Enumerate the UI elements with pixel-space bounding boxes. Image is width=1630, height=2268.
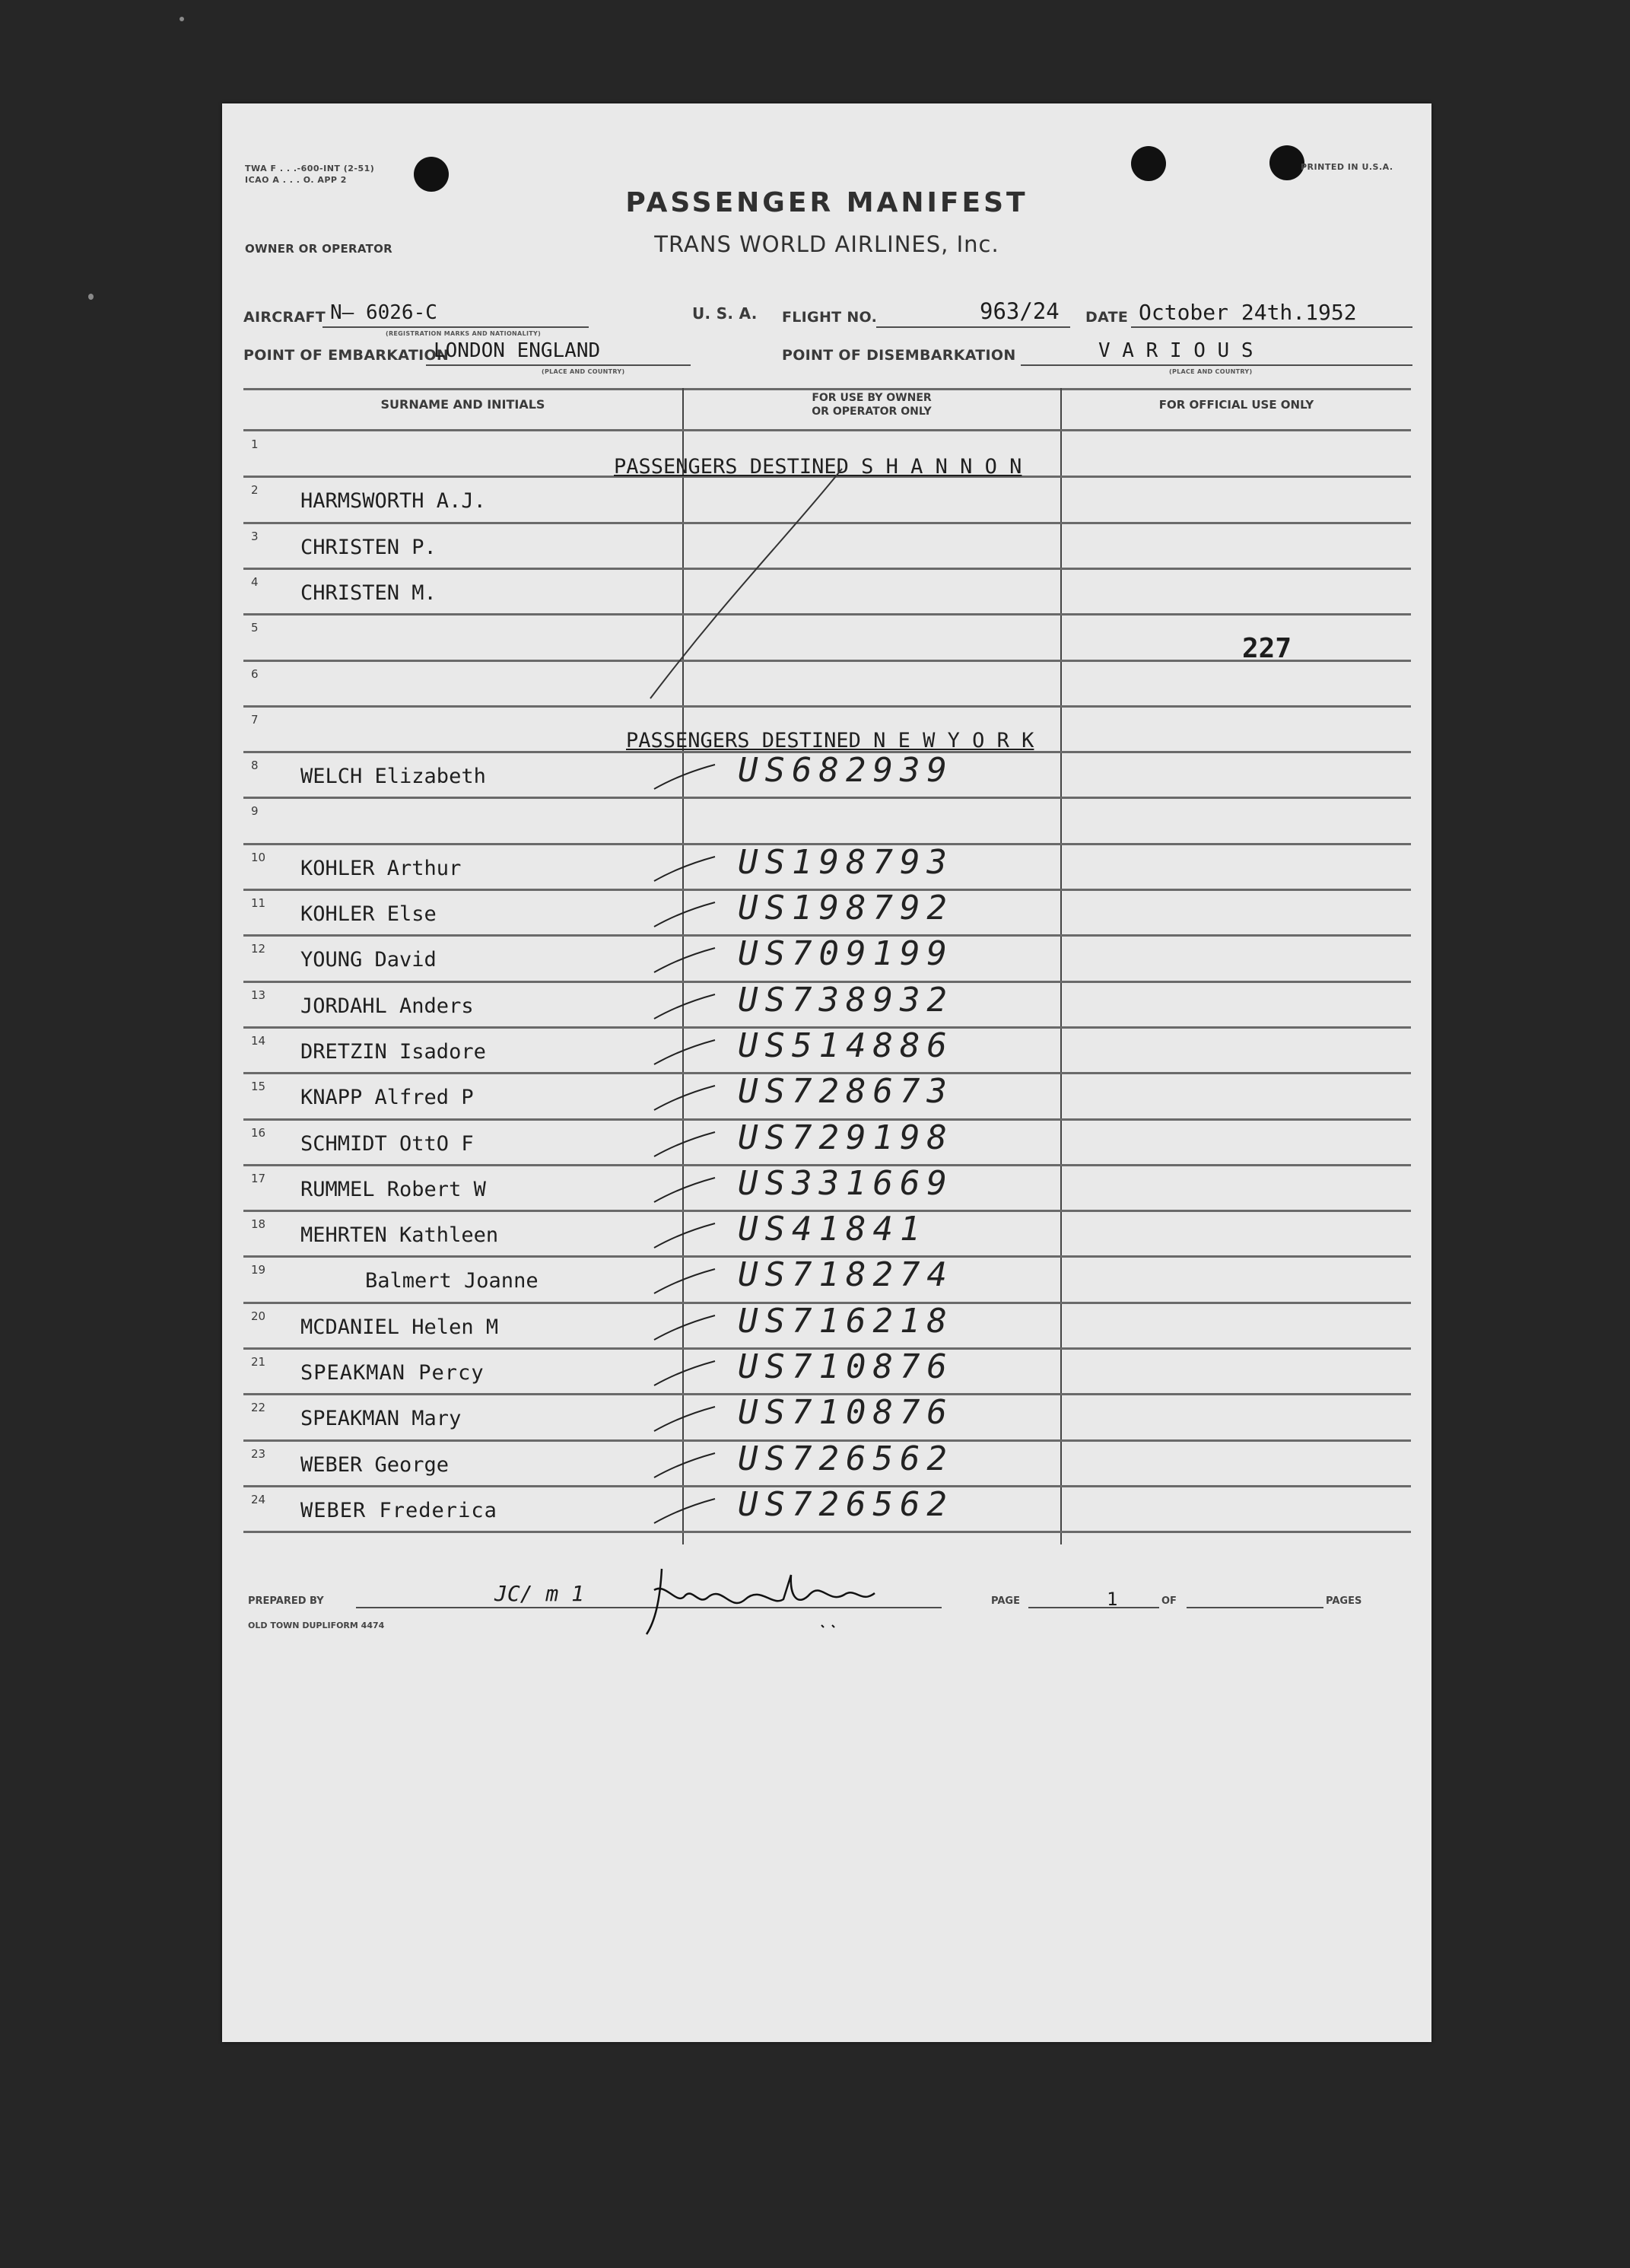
row-number: 9	[251, 804, 259, 819]
row-number: 17	[251, 1171, 266, 1185]
row-number: 11	[251, 896, 266, 910]
passenger-name: HARMSWORTH A.J.	[300, 489, 486, 514]
passenger-name: KOHLER Arthur	[300, 856, 462, 880]
disembarkation-underline	[1021, 364, 1412, 366]
passenger-name: SPEAKMAN Percy	[300, 1361, 485, 1385]
film-speck	[88, 294, 94, 300]
section-shannon: PASSENGERS DESTINED S H A N N O N	[614, 455, 1022, 479]
col-official-header: FOR OFFICIAL USE ONLY	[1158, 398, 1314, 412]
passenger-name: KNAPP Alfred P	[300, 1086, 474, 1110]
passport-number: US682939	[738, 751, 954, 790]
form-code: TWA F . . .-600-INT (2-51) ICAO A . . . O. APP 2	[245, 164, 375, 185]
prepared-by-label: PREPARED BY	[248, 1595, 324, 1607]
passport-number: US729198	[738, 1118, 954, 1157]
passport-number: US41841	[738, 1210, 927, 1249]
disembarkation-label: POINT OF DISEMBARKATION	[782, 347, 1016, 364]
passenger-name: CHRISTEN P.	[300, 535, 437, 559]
passenger-name: WEBER Frederica	[300, 1498, 497, 1522]
date-label: DATE	[1085, 309, 1129, 326]
row-number: 5	[251, 621, 259, 635]
row-number: 24	[251, 1492, 266, 1506]
passport-number: US710876	[738, 1393, 954, 1433]
passport-number: US198793	[738, 842, 954, 882]
row-number: 3	[251, 529, 259, 543]
section-new-york: PASSENGERS DESTINED N E W Y O R K	[626, 729, 1034, 752]
col-owner-header: FOR USE BY OWNER OR OPERATOR ONLY	[812, 392, 932, 418]
row-number: 21	[251, 1355, 266, 1369]
aircraft-underline	[323, 326, 589, 328]
of-underline	[1187, 1607, 1323, 1608]
row-number: 1	[251, 437, 259, 451]
passenger-name: MEHRTEN Kathleen	[300, 1223, 499, 1248]
col-surname-header: SURNAME AND INITIALS	[380, 397, 545, 412]
row-number: 18	[251, 1217, 266, 1232]
row-number: 19	[251, 1263, 266, 1277]
embarkation-label: POINT OF EMBARKATION	[243, 347, 450, 364]
passenger-name: JORDAHL Anders	[300, 994, 474, 1018]
aircraft-value: N— 6026-C	[330, 301, 437, 324]
aircraft-label: AIRCRAFT	[243, 309, 326, 326]
passport-number: US728673	[738, 1072, 954, 1112]
prepared-by-initials: JC/ m 1	[494, 1581, 585, 1606]
passport-number: US331669	[738, 1163, 954, 1203]
owner-operator-label: OWNER OR OPERATOR	[245, 242, 393, 256]
printed-in-usa: PRINTED IN U.S.A.	[1301, 162, 1393, 172]
disembarkation-caption: (PLACE AND COUNTRY)	[1169, 368, 1253, 375]
diagonal-cancel-mark	[243, 388, 1411, 1552]
row-number: 14	[251, 1033, 266, 1048]
row-number: 7	[251, 712, 259, 727]
disembarkation-value: V A R I O U S	[1098, 339, 1253, 362]
embarkation-value: LONDON ENGLAND	[434, 339, 601, 362]
pages-label: PAGES	[1326, 1595, 1362, 1607]
film-speck	[180, 17, 184, 21]
passport-number: US718274	[738, 1255, 954, 1295]
passenger-name: WEBER George	[300, 1452, 450, 1477]
row-number: 12	[251, 942, 266, 956]
passenger-name: SPEAKMAN Mary	[300, 1407, 462, 1431]
company-name: TRANS WORLD AIRLINES, Inc.	[654, 231, 999, 257]
page-label: PAGE	[991, 1595, 1020, 1607]
manifest-title: PASSENGER MANIFEST	[625, 187, 1028, 218]
embarkation-underline	[426, 364, 691, 366]
passport-number: US726562	[738, 1439, 954, 1478]
passenger-name: RUMMEL Robert W	[300, 1177, 486, 1201]
flight-value: 963/24	[980, 298, 1060, 324]
punch-hole	[1131, 146, 1166, 181]
form-note: OLD TOWN DUPLIFORM 4474	[248, 1621, 385, 1630]
passenger-grid	[243, 388, 1411, 1552]
row-number: 23	[251, 1446, 266, 1461]
row-number: 15	[251, 1080, 266, 1094]
row-number: 2	[251, 483, 259, 498]
date-value: October 24th.1952	[1139, 300, 1357, 325]
row-number: 6	[251, 666, 259, 681]
passenger-name: DRETZIN Isadore	[300, 1039, 486, 1064]
country-label: U. S. A.	[692, 304, 758, 323]
row-number: 8	[251, 759, 259, 773]
passport-number: US514886	[738, 1026, 954, 1065]
passport-number: US710876	[738, 1347, 954, 1386]
embarkation-caption: (PLACE AND COUNTRY)	[542, 368, 625, 375]
official-mark: 227	[1242, 633, 1292, 664]
row-number: 13	[251, 988, 266, 1002]
passenger-name: WELCH Elizabeth	[300, 765, 486, 789]
passport-number: US716218	[738, 1301, 954, 1341]
preparer-signature	[639, 1560, 898, 1643]
aircraft-caption: (REGISTRATION MARKS AND NATIONALITY)	[386, 330, 542, 337]
passenger-name: KOHLER Else	[300, 902, 437, 926]
page-underline	[1028, 1607, 1159, 1608]
passenger-name: MCDANIEL Helen M	[300, 1315, 499, 1339]
passenger-name: YOUNG David	[300, 948, 437, 972]
passport-number: US726562	[738, 1484, 954, 1524]
flight-label: FLIGHT NO.	[782, 309, 878, 326]
row-number: 10	[251, 850, 266, 864]
passenger-name: CHRISTEN M.	[300, 581, 437, 605]
punch-hole	[1269, 145, 1304, 180]
passenger-name: Balmert Joanne	[365, 1269, 539, 1293]
passport-number: US198792	[738, 889, 954, 927]
row-number: 16	[251, 1125, 266, 1140]
of-label: OF	[1161, 1595, 1177, 1607]
row-number: 20	[251, 1309, 266, 1323]
page-number: 1	[1107, 1589, 1118, 1610]
row-number: 4	[251, 574, 259, 589]
date-underline	[1131, 326, 1412, 328]
passport-number: US709199	[738, 934, 954, 974]
passport-number: US738932	[738, 980, 954, 1019]
passenger-name: SCHMIDT OttO F	[300, 1131, 474, 1156]
row-number: 22	[251, 1401, 266, 1415]
flight-underline	[876, 326, 1070, 328]
